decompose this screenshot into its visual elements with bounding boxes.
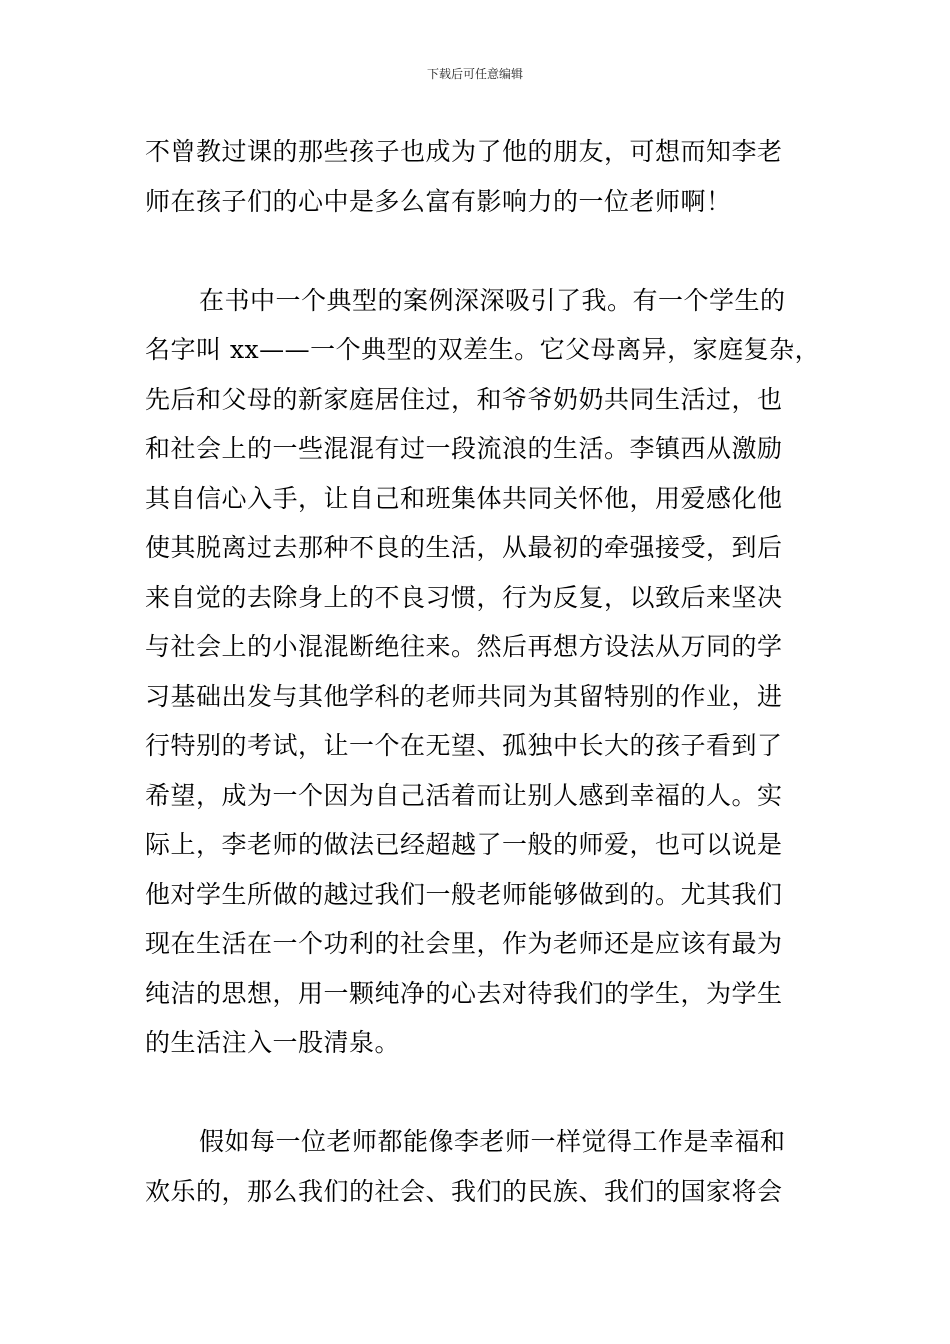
paragraph-1 (145, 127, 815, 226)
text-line: 名字叫 xx——一个典型的双差生。它父母离异，家庭复杂， (145, 335, 821, 364)
text-line: 在书中一个典型的案例深深吸引了我。有一个学生的 (199, 285, 786, 315)
text-line: 习基础出发与其他学科的老师共同为其留特别的作业，进 (145, 681, 783, 711)
text-line: 和社会上的一些混混有过一段流浪的生活。李镇西从激励 (145, 434, 783, 463)
page-header: 下载后可任意编辑 (426, 67, 523, 81)
text-line: 先后和父母的新家庭居住过，和爷爷奶奶共同生活过，也 (145, 384, 783, 414)
text-line: 行特别的考试，让一个在无望、孤独中长大的孩子看到了 (145, 731, 783, 760)
text-line: 现在生活在一个功利的社会里，作为老师还是应该有最为 (145, 929, 783, 958)
paragraph-spacer (145, 1068, 815, 1118)
text-line: 欢乐的，那么我们的社会、我们的民族、我们的国家将会 (145, 1176, 783, 1206)
text-line: 假如每一位老师都能像李老师一样觉得工作是幸福和 (199, 1127, 786, 1156)
text-line: 他对学生所做的越过我们一般老师能够做到的。尤其我们 (145, 879, 783, 909)
paragraph-2 (145, 276, 821, 1068)
text-line: 使其脱离过去那种不良的生活，从最初的牵强接受，到后 (145, 533, 783, 562)
text-line: 际上，李老师的做法已经超越了一般的师爱，也可以说是 (145, 830, 783, 859)
text-line: 其自信心入手，让自己和班集体共同关怀他，用爱感化他 (145, 483, 783, 513)
text-line: 不曾教过课的那些孩子也成为了他的朋友，可想而知李老 (145, 137, 783, 166)
text-line: 来自觉的去除身上的不良习惯，行为反复，以致后来坚决 (145, 582, 783, 612)
text-line: 希望，成为一个因为自己活着而让别人感到幸福的人。实 (145, 780, 783, 810)
paragraph-spacer (145, 226, 815, 276)
document-body (145, 127, 821, 1216)
text-line: 的生活注入一股清泉。 (145, 1028, 401, 1057)
text-line: 与社会上的小混混断绝往来。然后再想方设法从万同的学 (145, 632, 783, 661)
text-line: 师在孩子们的心中是多么富有影响力的一位老师啊！ (145, 186, 732, 216)
paragraph-3 (145, 1117, 815, 1216)
text-line: 纯洁的思想，用一颗纯净的心去对待我们的学生，为学生 (145, 978, 783, 1008)
